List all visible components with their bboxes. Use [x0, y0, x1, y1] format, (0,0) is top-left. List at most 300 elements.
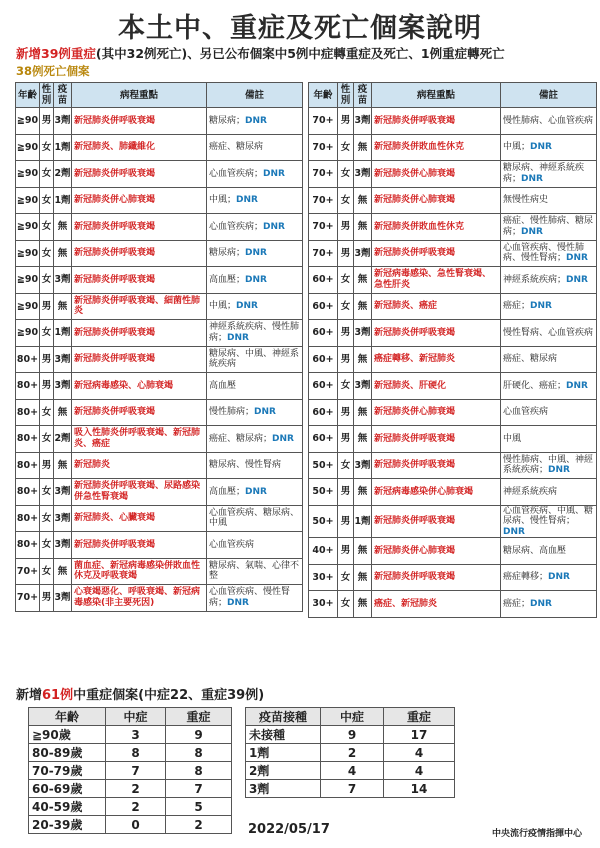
note-text: 中風；: [209, 301, 237, 311]
age-cell: 70+: [309, 134, 338, 161]
table-row: [309, 187, 597, 214]
table-row: [29, 744, 232, 762]
header-condition: 病程重點: [72, 83, 207, 108]
dnr-tag: DNR: [566, 274, 588, 285]
new-cases-label: [16, 684, 264, 703]
sex-cell: 女: [40, 505, 54, 532]
table-row: [16, 452, 303, 479]
header-vaccine: 疫苗: [54, 83, 72, 108]
subtitle-highlight: 新增39例重症: [16, 46, 96, 61]
sex-cell: 女: [338, 187, 354, 214]
vaccine-cell: 1劑: [54, 187, 72, 214]
sex-cell: 男: [40, 293, 54, 320]
age-cell: 30+: [309, 564, 338, 591]
vaccine-cell: 3劑: [354, 240, 372, 267]
note-cell: [501, 161, 597, 188]
vaccine-cell: 無: [354, 346, 372, 373]
table-row: [16, 399, 303, 426]
table-row: [16, 585, 303, 612]
note-text: 神經系統疾病: [503, 486, 558, 497]
vaccine-cell: 無: [354, 399, 372, 426]
table-row: [29, 726, 232, 744]
note-cell: [501, 187, 597, 214]
condition-cell: 新冠肺炎併呼吸衰竭: [72, 161, 207, 188]
sex-cell: 女: [40, 240, 54, 267]
vaccine-cell: 3劑: [54, 373, 72, 400]
note-cell: [501, 346, 597, 373]
vaccine-cell: 3劑: [54, 585, 72, 612]
header-severe: 重症: [166, 708, 232, 726]
sex-cell: 男: [338, 346, 354, 373]
note-cell: [207, 452, 303, 479]
table-row: [16, 479, 303, 506]
vaccine-cell: 3劑: [354, 452, 372, 479]
note-text: 慢性腎病、心血管疾病: [503, 327, 594, 338]
vaccine-cell: 3劑: [54, 346, 72, 373]
dnr-tag: DNR: [521, 226, 543, 237]
dnr-tag: DNR: [530, 598, 552, 609]
table-row: [246, 726, 455, 744]
table-row: [16, 532, 303, 559]
condition-cell: 新冠肺炎併呼吸衰竭: [372, 426, 501, 453]
vaccine-cell: 無: [354, 134, 372, 161]
condition-cell: 新冠肺炎併心肺衰竭: [372, 187, 501, 214]
age-cell: 70+: [309, 240, 338, 267]
sex-cell: 女: [338, 591, 354, 618]
table-row: [29, 798, 232, 816]
vaccine-cell: 無: [354, 479, 372, 506]
vaccine-cell: 3劑: [54, 479, 72, 506]
header-vaccination: 疫苗接種: [246, 708, 321, 726]
note-cell: [501, 505, 597, 538]
note-text: 心血管疾病；: [209, 168, 264, 179]
note-cell: [501, 214, 597, 241]
table-row: [29, 780, 232, 798]
vaccine-cell: 無: [354, 293, 372, 320]
condition-cell: 新冠肺炎併呼吸衰竭、細菌性肺炎: [72, 293, 207, 320]
table-row: [16, 134, 303, 161]
condition-cell: 新冠肺炎併敗血性休克: [372, 134, 501, 161]
age-cell: ≧90: [16, 267, 40, 294]
severe-count-cell: 17: [384, 726, 455, 744]
dnr-tag: DNR: [263, 168, 285, 179]
condition-cell: 癌症轉移、新冠肺炎: [372, 346, 501, 373]
table-row: [16, 267, 303, 294]
age-cell: 70+: [309, 187, 338, 214]
sex-cell: 男: [338, 320, 354, 347]
vaccine-cell: 1劑: [54, 320, 72, 347]
dnr-tag: DNR: [245, 115, 267, 126]
age-cell: 60+: [309, 399, 338, 426]
dnr-tag: DNR: [272, 433, 294, 444]
sex-cell: 男: [338, 479, 354, 506]
dnr-tag: DNR: [236, 195, 258, 205]
subtitle-rest: (其中32例死亡)、另已公布個案中5例中症轉重症及死亡、1例重症轉死亡: [95, 46, 505, 61]
note-text: 慢性肺病；: [209, 407, 255, 417]
vaccine-cell: 3劑: [354, 161, 372, 188]
note-text: 心血管疾病；: [209, 221, 264, 232]
new-cases-prefix: 新增: [16, 688, 43, 703]
note-cell: [207, 426, 303, 453]
condition-cell: 新冠肺炎併呼吸衰竭: [72, 108, 207, 135]
note-text: 神經系統疾病、慢性肺病；: [209, 322, 300, 343]
table-row: [16, 214, 303, 241]
severe-count-cell: 9: [166, 726, 232, 744]
row-label-cell: 未接種: [246, 726, 321, 744]
condition-cell: 新冠肺炎併敗血性休克: [372, 214, 501, 241]
dnr-tag: DNR: [263, 221, 285, 232]
sex-cell: 男: [338, 426, 354, 453]
header-severe: 重症: [384, 708, 455, 726]
note-text: 肝硬化、癌症；: [503, 380, 567, 391]
sex-cell: 女: [40, 214, 54, 241]
vaccine-cell: 無: [54, 214, 72, 241]
table-row: [16, 346, 303, 373]
age-cell: 70+: [309, 214, 338, 241]
age-cell: ≧90: [16, 240, 40, 267]
row-label-cell: 70-79歲: [29, 762, 106, 780]
vaccine-cell: 3劑: [354, 108, 372, 135]
dnr-tag: DNR: [548, 465, 570, 476]
age-cell: 40+: [309, 538, 338, 565]
note-cell: [207, 187, 303, 214]
row-label-cell: 60-69歲: [29, 780, 106, 798]
condition-cell: 新冠肺炎: [72, 452, 207, 479]
note-text: 慢性肺病、中風、神經系統疾病；: [503, 454, 594, 476]
row-label-cell: 2劑: [246, 762, 321, 780]
condition-cell: 新冠肺炎併心肺衰竭: [372, 399, 501, 426]
header-sex: 性別: [338, 83, 354, 108]
note-text: 癌症、糖尿病: [503, 354, 558, 364]
sex-cell: 女: [40, 187, 54, 214]
age-cell: 80+: [16, 346, 40, 373]
note-cell: [207, 293, 303, 320]
note-cell: [501, 240, 597, 267]
moderate-count-cell: 2: [106, 798, 166, 816]
vaccine-cell: 1劑: [54, 134, 72, 161]
table-row: [309, 214, 597, 241]
age-cell: 80+: [16, 532, 40, 559]
condition-cell: 新冠肺炎併呼吸衰竭: [72, 267, 207, 294]
note-text: 癌症轉移；: [503, 572, 549, 582]
note-cell: [207, 399, 303, 426]
age-summary-table: [28, 707, 232, 834]
note-text: 心血管疾病、糖尿病、中風: [209, 507, 300, 529]
condition-cell: 新冠肺炎併心肺衰竭: [372, 161, 501, 188]
note-text: 高血壓；: [209, 486, 246, 497]
age-cell: 70+: [309, 108, 338, 135]
note-text: 糖尿病、氣喘、心律不整: [209, 560, 300, 582]
condition-cell: 新冠肺炎併呼吸衰竭: [372, 452, 501, 479]
note-text: 慢性肺病、心血管疾病: [503, 115, 594, 126]
table-row: [309, 591, 597, 618]
condition-cell: 新冠肺炎併呼吸衰竭: [372, 240, 501, 267]
header-sex: 性別: [40, 83, 54, 108]
note-text: 中風；: [503, 142, 531, 152]
note-cell: [207, 532, 303, 559]
severe-count-cell: 8: [166, 744, 232, 762]
sex-cell: 女: [338, 564, 354, 591]
vaccine-summary-table: [245, 707, 455, 798]
vaccine-cell: 無: [54, 293, 72, 320]
table-header-row: [309, 83, 597, 108]
note-cell: [207, 558, 303, 585]
severe-count-cell: 14: [384, 780, 455, 798]
note-cell: [207, 505, 303, 532]
condition-cell: 吸入性肺炎併呼吸衰竭、新冠肺炎、癌症: [72, 426, 207, 453]
severe-count-cell: 7: [166, 780, 232, 798]
condition-cell: 新冠病毒感染、急性腎衰竭、急性肝炎: [372, 267, 501, 294]
age-cell: 80+: [16, 479, 40, 506]
condition-cell: 新冠肺炎併呼吸衰竭: [72, 399, 207, 426]
sex-cell: 女: [40, 532, 54, 559]
moderate-count-cell: 9: [321, 726, 384, 744]
note-text: 神經系統疾病；: [503, 274, 567, 285]
condition-cell: 新冠肺炎併呼吸衰竭、尿路感染併急性腎衰竭: [72, 479, 207, 506]
header-note: 備註: [501, 83, 597, 108]
table-row: [309, 240, 597, 267]
table-row: [309, 134, 597, 161]
age-cell: ≧90: [16, 161, 40, 188]
severe-count-cell: 4: [384, 762, 455, 780]
dnr-tag: DNR: [245, 486, 267, 497]
note-text: 糖尿病、慢性腎病: [209, 460, 282, 470]
vaccine-cell: 無: [54, 240, 72, 267]
condition-cell: 新冠肺炎、癌症: [372, 293, 501, 320]
condition-cell: 新冠病毒感染、心肺衰竭: [72, 373, 207, 400]
age-cell: ≧90: [16, 108, 40, 135]
age-cell: ≧90: [16, 293, 40, 320]
moderate-count-cell: 0: [106, 816, 166, 834]
vaccine-cell: 2劑: [54, 161, 72, 188]
note-text: 癌症；: [503, 301, 531, 311]
table-row: [16, 108, 303, 135]
dnr-tag: DNR: [548, 572, 570, 582]
note-cell: [501, 564, 597, 591]
table-row: [29, 762, 232, 780]
row-label-cell: 3劑: [246, 780, 321, 798]
sex-cell: 女: [338, 267, 354, 294]
sex-cell: 男: [338, 399, 354, 426]
note-cell: [207, 479, 303, 506]
sex-cell: 男: [40, 585, 54, 612]
table-row: [16, 320, 303, 347]
header-condition: 病程重點: [372, 83, 501, 108]
moderate-count-cell: 4: [321, 762, 384, 780]
severe-count-cell: 8: [166, 762, 232, 780]
sex-cell: 男: [40, 373, 54, 400]
age-cell: 80+: [16, 373, 40, 400]
dnr-tag: DNR: [503, 526, 525, 537]
row-label-cell: 40-59歲: [29, 798, 106, 816]
table-row: [16, 373, 303, 400]
table-row: [309, 399, 597, 426]
table-row: [16, 187, 303, 214]
dnr-tag: DNR: [245, 274, 267, 285]
note-cell: [207, 214, 303, 241]
age-cell: 80+: [16, 399, 40, 426]
row-label-cell: ≧90歲: [29, 726, 106, 744]
sex-cell: 女: [40, 161, 54, 188]
note-cell: [207, 320, 303, 347]
note-cell: [501, 134, 597, 161]
note-text: 癌症、慢性肺病、糖尿病；: [503, 216, 594, 237]
age-cell: 60+: [309, 293, 338, 320]
dnr-tag: DNR: [245, 248, 267, 258]
condition-cell: 新冠肺炎併呼吸衰竭: [72, 346, 207, 373]
note-cell: [501, 426, 597, 453]
sex-cell: 男: [40, 108, 54, 135]
note-cell: [501, 452, 597, 479]
table-row: [309, 479, 597, 506]
table-row: [246, 780, 455, 798]
note-text: 癌症、糖尿病: [209, 142, 264, 152]
note-cell: [501, 479, 597, 506]
vaccine-cell: 無: [354, 564, 372, 591]
note-text: 糖尿病、神經系統疾病；: [503, 163, 585, 184]
note-text: 心血管疾病、中風、糖尿病、慢性腎病；: [503, 505, 594, 526]
table-header-row: [29, 708, 232, 726]
note-cell: [207, 161, 303, 188]
note-cell: [207, 134, 303, 161]
header-note: 備註: [207, 83, 303, 108]
condition-cell: 新冠肺炎、心臟衰竭: [72, 505, 207, 532]
vaccine-cell: 3劑: [354, 373, 372, 400]
moderate-count-cell: 8: [106, 744, 166, 762]
age-cell: 60+: [309, 373, 338, 400]
condition-cell: 心衰竭惡化、呼吸衰竭、新冠病毒感染(非主要死因): [72, 585, 207, 612]
sex-cell: 男: [40, 346, 54, 373]
moderate-count-cell: 7: [106, 762, 166, 780]
dnr-tag: DNR: [566, 253, 588, 264]
sex-cell: 女: [40, 320, 54, 347]
note-cell: [501, 293, 597, 320]
age-cell: 70+: [309, 161, 338, 188]
table-row: [16, 426, 303, 453]
condition-cell: 菌血症、新冠病毒感染併敗血性休克及呼吸衰竭: [72, 558, 207, 585]
note-text: 心血管疾病: [209, 539, 255, 550]
moderate-count-cell: 7: [321, 780, 384, 798]
table-row: [16, 293, 303, 320]
note-cell: [501, 108, 597, 135]
table-row: [309, 373, 597, 400]
new-cases-suffix: 中重症個案(中症22、重症39例): [73, 688, 265, 703]
condition-cell: 新冠肺炎併呼吸衰竭: [72, 532, 207, 559]
vaccine-cell: 無: [54, 558, 72, 585]
dnr-tag: DNR: [254, 407, 276, 417]
table-row: [309, 538, 597, 565]
row-label-cell: 1劑: [246, 744, 321, 762]
note-cell: [501, 399, 597, 426]
dnr-tag: DNR: [521, 173, 543, 184]
vaccine-cell: 無: [54, 399, 72, 426]
condition-cell: 新冠肺炎併呼吸衰竭: [372, 108, 501, 135]
note-cell: [207, 346, 303, 373]
age-cell: ≧90: [16, 134, 40, 161]
header-moderate: 中症: [106, 708, 166, 726]
note-text: 糖尿病、高血壓: [503, 545, 567, 556]
age-cell: 50+: [309, 452, 338, 479]
table-header-row: [246, 708, 455, 726]
note-cell: [501, 591, 597, 618]
table-row: [309, 161, 597, 188]
report-date: 2022/05/17: [248, 822, 330, 837]
header-age: 年齡: [309, 83, 338, 108]
vaccine-cell: 無: [354, 426, 372, 453]
table-row: [16, 558, 303, 585]
note-cell: [207, 240, 303, 267]
condition-cell: 新冠肺炎併呼吸衰竭: [372, 320, 501, 347]
dnr-tag: DNR: [530, 142, 552, 152]
sex-cell: 女: [338, 134, 354, 161]
moderate-count-cell: 2: [321, 744, 384, 762]
header-age: 年齡: [16, 83, 40, 108]
age-cell: 70+: [16, 585, 40, 612]
new-cases-count: 61例: [42, 688, 74, 703]
table-row: [16, 240, 303, 267]
age-cell: 50+: [309, 505, 338, 538]
severe-count-cell: 4: [384, 744, 455, 762]
age-cell: 60+: [309, 320, 338, 347]
vaccine-cell: 3劑: [54, 532, 72, 559]
age-cell: ≧90: [16, 214, 40, 241]
age-cell: 60+: [309, 346, 338, 373]
subtitle: [16, 44, 596, 62]
header-age: 年齡: [29, 708, 106, 726]
note-text: 高血壓；: [209, 274, 246, 285]
sex-cell: 男: [40, 452, 54, 479]
vaccine-cell: 無: [354, 591, 372, 618]
header-moderate: 中症: [321, 708, 384, 726]
age-cell: ≧90: [16, 187, 40, 214]
death-cases-table-left: [15, 82, 303, 612]
table-row: [309, 293, 597, 320]
vaccine-cell: 無: [354, 187, 372, 214]
vaccine-cell: 無: [354, 538, 372, 565]
sex-cell: 女: [338, 161, 354, 188]
note-text: 中風: [503, 433, 522, 444]
vaccine-cell: 無: [54, 452, 72, 479]
condition-cell: 新冠肺炎併呼吸衰竭: [72, 240, 207, 267]
note-text: 糖尿病；: [209, 248, 246, 258]
note-cell: [501, 373, 597, 400]
note-cell: [207, 267, 303, 294]
sex-cell: 女: [40, 267, 54, 294]
organization-name: 中央流行疫情指揮中心: [491, 829, 582, 839]
dnr-tag: DNR: [566, 380, 588, 391]
table-header-row: [16, 83, 303, 108]
condition-cell: 癌症、新冠肺炎: [372, 591, 501, 618]
header-vaccine: 疫苗: [354, 83, 372, 108]
death-cases-table-right: [308, 82, 597, 618]
note-cell: [207, 108, 303, 135]
severe-count-cell: 5: [166, 798, 232, 816]
age-cell: 70+: [16, 558, 40, 585]
table-row: [16, 161, 303, 188]
note-cell: [207, 373, 303, 400]
condition-cell: 新冠肺炎併呼吸衰竭: [372, 505, 501, 538]
condition-cell: 新冠肺炎併心肺衰竭: [372, 538, 501, 565]
sex-cell: 男: [338, 108, 354, 135]
table-row: [309, 108, 597, 135]
age-cell: 60+: [309, 426, 338, 453]
sex-cell: 女: [40, 558, 54, 585]
sex-cell: 男: [338, 214, 354, 241]
note-cell: [207, 585, 303, 612]
sex-cell: 女: [338, 293, 354, 320]
dnr-tag: DNR: [530, 301, 552, 311]
condition-cell: 新冠肺炎併心肺衰竭: [72, 187, 207, 214]
